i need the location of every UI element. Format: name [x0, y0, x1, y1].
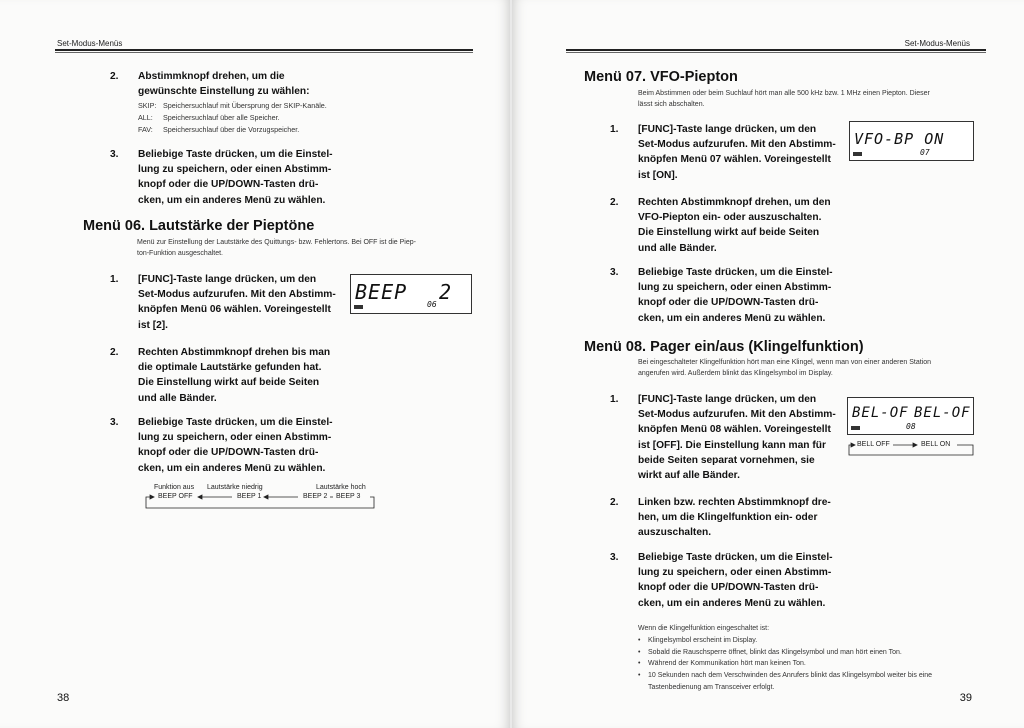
- step-line: Rechten Abstimmknopf drehen, um den: [638, 197, 831, 208]
- menu-08-intro: Bei eingeschalteter Klingelfunktion hört man eine Klingel, wenn man von einer anderen Station angerufen wird. Außerdem blinkt das Klingelsymbol im Display.: [638, 359, 932, 377]
- beep-volume-diagram: [140, 484, 380, 520]
- option-skip: SKIP: Speichersuchlauf mit Übersprung der SKIP-Kanäle.: [138, 101, 327, 111]
- step-line: cken, um ein anderes Menü zu wählen.: [138, 194, 326, 206]
- menu-07-intro: Beim Abstimmen oder beim Suchlauf hört man alle 500 kHz bzw. 1 MHz einen Piepton. Dieser lässt sich abschalten.: [638, 90, 930, 108]
- step-line: ist [OFF]. Die Einstellung kann man für: [638, 439, 826, 451]
- step-line: [FUNC]-Taste lange drücken, um den: [138, 274, 317, 285]
- step-number: 3.: [610, 267, 619, 278]
- step-line: und alle Bänder.: [638, 242, 717, 254]
- step-number: 1.: [610, 394, 619, 405]
- diagram-state: BEEP 2: [303, 493, 328, 500]
- note-item: • 10 Sekunden nach dem Verschwinden des Anrufers blinkt das Klingelsymbol weiter bis eine: [638, 670, 1008, 682]
- diagram-state: BELL OFF: [857, 441, 890, 448]
- step-line: lung zu speichern, oder einen Abstimm-: [638, 567, 832, 579]
- lcd-main-text: BEEP: [355, 280, 408, 304]
- notes-title: Wenn die Klingelfunktion eingeschaltet ist:: [638, 625, 770, 632]
- step-line: Set-Modus aufzurufen. Mit den Abstimm-: [138, 289, 336, 301]
- step-line: knöpfen Menü 07 wählen. Voreingestellt: [638, 154, 831, 166]
- step-number: 2.: [110, 71, 119, 82]
- step-line: knöpfen Menü 06 wählen. Voreingestellt: [138, 304, 331, 316]
- diagram-arrows: [140, 484, 380, 520]
- lcd-indicator-icon: [354, 305, 363, 309]
- step-number: 3.: [610, 552, 619, 563]
- step-line: und alle Bänder.: [138, 392, 217, 404]
- running-head: Set-Modus-Menüs: [57, 39, 123, 48]
- step-number: 2.: [110, 347, 119, 358]
- step-line: auszuschalten.: [638, 527, 712, 539]
- note-item: • Klingelsymbol erscheint im Display.: [638, 635, 1008, 647]
- step-number: 3.: [110, 149, 119, 160]
- option-all: ALL: Speichersuchlauf über alle Speicher.: [138, 113, 280, 123]
- option-fav: FAV: Speichersuchlauf über die Vorzugspeicher.: [138, 125, 300, 134]
- step-line: Rechten Abstimmknopf drehen bis man: [138, 347, 331, 358]
- menu-08-heading: Menü 08. Pager ein/aus (Klingelfunktion): [584, 339, 864, 355]
- step-line: knopf oder die UP/DOWN-Tasten drü-: [138, 179, 319, 191]
- step-number: 1.: [110, 274, 119, 285]
- step-line: Beliebige Taste drücken, um die Einstel-: [638, 552, 833, 563]
- step-line: wirkt auf alle Bänder.: [638, 470, 740, 482]
- note-item: • Sobald die Rauschsperre öffnet, blinkt das Klingelsymbol und man hört einen Ton.: [638, 647, 1008, 659]
- step-line: [FUNC]-Taste lange drücken, um den: [638, 394, 817, 405]
- step-line: Abstimmknopf drehen, um die: [138, 71, 285, 82]
- step-line: Set-Modus aufzurufen. Mit den Abstimm-: [638, 409, 836, 421]
- step-line: beide Seiten separat vornehmen, sie: [638, 454, 815, 466]
- diagram-label-off: Funktion aus: [154, 484, 195, 491]
- step-number: 3.: [110, 417, 119, 428]
- step-line: hen, um die Klingelfunktion ein- oder: [638, 512, 818, 524]
- menu-06-heading: Menü 06. Lautstärke der Pieptöne: [83, 218, 315, 234]
- step-line: cken, um ein anderes Menü zu wählen.: [638, 597, 826, 609]
- header-rule: [55, 49, 473, 51]
- lcd-menu-number: 06: [427, 300, 437, 309]
- step-line: lung zu speichern, oder einen Abstimm-: [638, 282, 832, 294]
- step-line: ist [2].: [138, 319, 169, 331]
- step-line: [FUNC]-Taste lange drücken, um den: [638, 124, 817, 135]
- step-line: lung zu speichern, oder einen Abstimm-: [138, 164, 332, 176]
- step-line: VFO-Piepton ein- oder auszuschalten.: [638, 212, 822, 224]
- step-line: Beliebige Taste drücken, um die Einstel-: [138, 149, 333, 160]
- diagram-state: BELL ON: [921, 441, 951, 448]
- diagram-state: BEEP 1: [237, 493, 262, 500]
- page-number: 38: [57, 692, 70, 704]
- step-line: Linken bzw. rechten Abstimmknopf dre-: [638, 497, 831, 508]
- lcd-display-menu-08: [847, 397, 974, 435]
- menu-06-intro: Menü zur Einstellung der Lautstärke des Quittungs- bzw. Fehlertons. Bei OFF ist die Piep- ton-Funktion ausgeschaltet.: [137, 239, 416, 257]
- diagram-state: BEEP 3: [336, 493, 361, 500]
- lcd-indicator-icon: [853, 152, 862, 156]
- step-line: ist [ON].: [638, 169, 678, 181]
- step-line: knopf oder die UP/DOWN-Tasten drü-: [638, 297, 819, 309]
- diagram-label-low: Lautstärke niedrig: [207, 484, 263, 491]
- step-line: Beliebige Taste drücken, um die Einstel-: [638, 267, 833, 278]
- step-number: 2.: [610, 497, 619, 508]
- running-head: Set-Modus-Menüs: [904, 39, 970, 48]
- step-line: gewünschte Einstellung zu wählen:: [138, 86, 310, 98]
- lcd-indicator-icon: [851, 426, 860, 430]
- step-line: cken, um ein anderes Menü zu wählen.: [138, 462, 326, 474]
- step-line: knopf oder die UP/DOWN-Tasten drü-: [638, 582, 819, 594]
- header-rule: [566, 49, 986, 51]
- step-line: Die Einstellung wirkt auf beide Seiten: [638, 227, 820, 239]
- step-line: cken, um ein anderes Menü zu wählen.: [638, 312, 826, 324]
- lcd-value: 2: [439, 280, 453, 304]
- lcd-menu-number: 08: [906, 422, 916, 431]
- diagram-arrows: [847, 440, 977, 460]
- page-number: 39: [959, 692, 972, 704]
- lcd-main-left: BEL-OF: [852, 405, 909, 421]
- lcd-main-right: BEL-OF: [914, 405, 971, 421]
- right-page: [512, 0, 1024, 728]
- lcd-display-menu-07: [849, 121, 974, 161]
- note-item-continued: Tastenbedienung am Transceiver erfolgt.: [648, 683, 775, 691]
- step-line: die optimale Lautstärke gefunden hat.: [138, 362, 322, 374]
- diagram-label-high: Lautstärke hoch: [316, 484, 366, 491]
- step-line: Beliebige Taste drücken, um die Einstel-: [138, 417, 333, 428]
- lcd-menu-number: 07: [920, 148, 930, 157]
- note-item: • Während der Kommunikation hört man keinen Ton.: [638, 658, 1008, 670]
- step-line: lung zu speichern, oder einen Abstimm-: [138, 432, 332, 444]
- step-line: knopf oder die UP/DOWN-Tasten drü-: [138, 447, 319, 459]
- step-line: Set-Modus aufzurufen. Mit den Abstimm-: [638, 139, 836, 151]
- step-number: 1.: [610, 124, 619, 135]
- step-number: 2.: [610, 197, 619, 208]
- bell-notes: [638, 623, 1008, 694]
- bell-diagram: [847, 440, 977, 460]
- step-line: knöpfen Menü 08 wählen. Voreingestellt: [638, 424, 831, 436]
- menu-07-heading: Menü 07. VFO-Piepton: [584, 69, 738, 85]
- diagram-state: BEEP OFF: [158, 493, 193, 500]
- left-page: [0, 0, 510, 728]
- step-line: Die Einstellung wirkt auf beide Seiten: [138, 377, 320, 389]
- lcd-main-text: VFO-BP ON: [854, 130, 945, 148]
- lcd-display-menu-06: [350, 274, 472, 314]
